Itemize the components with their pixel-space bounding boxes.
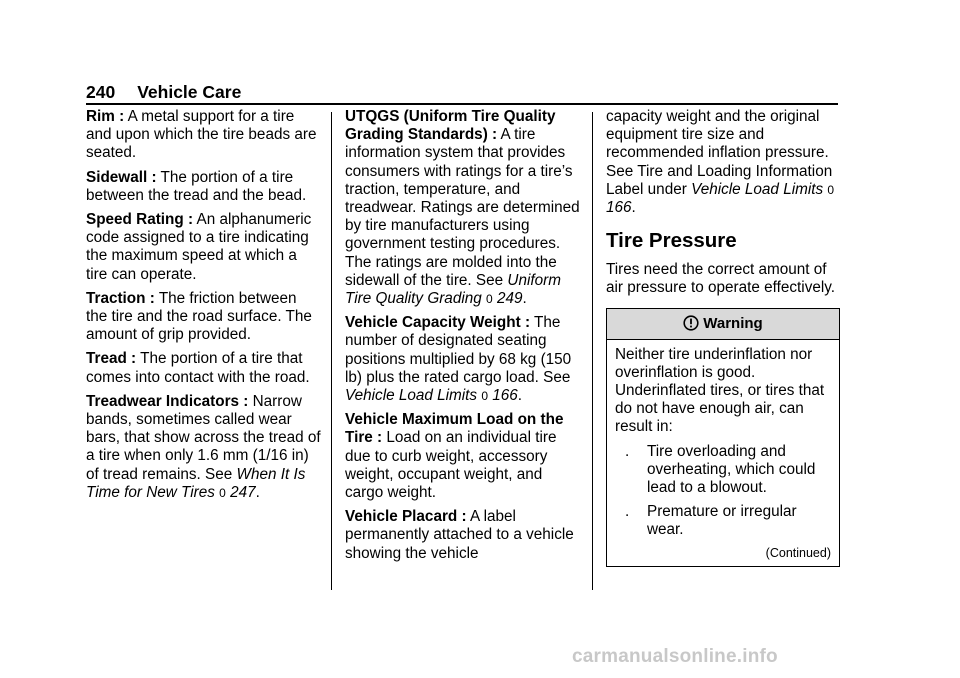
punct: . [631,199,636,217]
def-speed-rating [86,211,322,284]
def-vehicle-capacity-weight [345,314,581,405]
column-3 [606,108,842,567]
warning-list [615,443,831,540]
column-1 [86,108,322,508]
xref-link[interactable]: Uniform Tire Quality Grading [345,271,561,308]
def-treadwear-indicators [86,393,322,502]
xref-page[interactable]: 247 [230,483,256,501]
warning-box [606,308,840,567]
watermark: carmanualsonline.info [572,646,778,667]
bullet-icon: . [625,503,630,521]
def-vehicle-placard [345,508,581,563]
page-ref-icon: 0 [219,485,226,500]
def-sidewall [86,169,322,205]
page-ref-icon: 0 [486,292,493,307]
def-text: A metal support for a tire and upon which the tire beads are seated. [86,108,317,162]
page-ref-icon: 0 [481,389,489,404]
xref-page[interactable]: 166 [492,387,518,405]
warning-text: Neither tire underinflation nor overinflation is good. Underinflated tires, or tires that do not have enough air, can result in: [615,345,825,436]
section-heading: Tire Pressure [606,229,737,253]
xref-link[interactable]: Vehicle Load Limits [345,387,478,405]
term-sidewall: Sidewall : [86,168,157,186]
page-header [86,82,241,103]
xref-link[interactable]: Vehicle Load Limits [691,180,824,198]
def-continued [606,108,842,217]
punct: . [522,290,527,308]
bullet-icon: . [625,442,630,460]
def-tread [86,350,322,386]
term-traction: Traction : [86,289,155,307]
warning-header [607,309,839,340]
punct: . [255,483,260,501]
page-number: 240 [86,82,116,102]
list-item-text: Premature or irregular wear. [647,503,797,539]
page-ref-icon: 0 [827,182,835,197]
intro-text: Tires need the correct amount of air pressure to operate effectively. [606,261,836,297]
punct: . [517,387,523,405]
warning-body [607,340,839,566]
header-rule [86,103,838,105]
xref-page[interactable]: 166 [606,199,632,217]
def-text: The portion of a tire that comes into contact with the road. [86,350,310,386]
list-item [615,503,831,539]
term-vml: Vehicle Maximum Load on the Tire : [345,411,564,447]
term-utqgs: UTQGS (Uniform Tire Quality Grading Standards) : [345,108,556,144]
def-text: A tire information system that provides consumers with ratings for a tire’s traction, temperature, and treadwear. Ratings are determined by tire manufacturers using government testing procedures. The ratings are molded into the sidewall of the tire. See [345,126,580,289]
column-divider [331,112,332,590]
def-text: A label permanently attached to a vehicle showing the vehicle [345,508,574,562]
def-text: The friction between the tire and the road surface. The amount of grip provided. [86,289,312,344]
continued-note: (Continued) [765,545,831,560]
term-treadwear: Treadwear Indicators : [86,392,249,410]
list-item [615,443,831,498]
def-text: The portion of a tire between the tread and the bead. [86,168,307,204]
def-text: Narrow bands, sometimes called wear bars, that show across the tread of a tire when only 1.6 mm (1/16 in) of tread remains. See [86,392,321,483]
column-2 [345,108,581,569]
column-divider [592,112,593,590]
def-text: capacity weight and the original equipment tire size and recommended inflation pressure. See Tire and Loading Information Label under [606,108,833,198]
term-speed-rating: Speed Rating : [86,211,194,229]
def-vehicle-max-load [345,411,581,502]
xref-link[interactable]: When It Is Time for New Tires [86,465,306,501]
def-utqgs [345,108,581,308]
section-title: Vehicle Care [137,82,242,102]
term-vp: Vehicle Placard : [345,508,467,526]
def-text: An alphanumeric code assigned to a tire indicating the maximum speed at which a tire can operate. [86,211,312,283]
def-text: Load on an individual tire due to curb weight, accessory weight, occupant weight, and cargo weight. [345,429,557,502]
term-vcw: Vehicle Capacity Weight : [345,314,531,332]
xref-page[interactable]: 249 [496,290,523,308]
warning-icon [683,312,699,342]
def-traction [86,290,322,345]
list-item-text: Tire overloading and overheating, which could lead to a blowout. [647,442,816,497]
def-rim [86,108,322,163]
term-tread: Tread : [86,350,137,368]
def-text: The number of designated seating positions multiplied by 68 kg (150 lb) plus the rated cargo load. See [345,314,572,386]
warning-title: Warning [703,314,763,332]
term-rim: Rim : [86,108,125,125]
